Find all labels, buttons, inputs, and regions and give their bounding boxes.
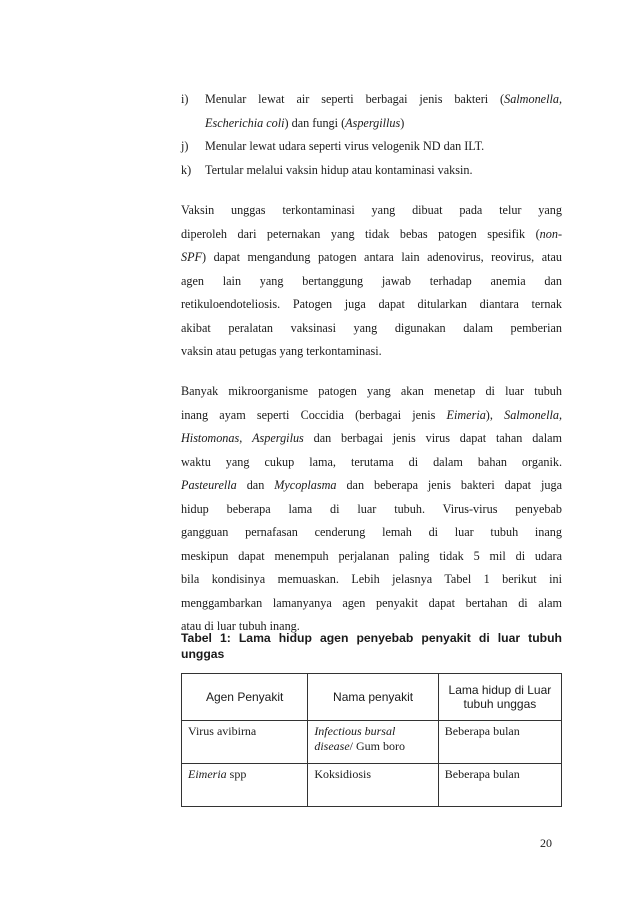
text-line: atau di luar tubuh inang.	[181, 619, 300, 633]
italic-term: Salmonella,	[504, 92, 562, 106]
list-item-line	[181, 135, 562, 159]
list-marker: j)	[181, 139, 189, 153]
table-cell: Virus avibirna	[182, 721, 308, 764]
table-cell: Beberapa bulan	[438, 721, 561, 764]
table-caption-line-1: Tabel 1: Lama hidup agen penyebab penyakit di luar tubuh	[181, 631, 562, 645]
italic-term: Infectious bursal	[314, 724, 396, 738]
italic-term: Aspergilus	[252, 431, 304, 445]
text-line: Banyak mikroorganisme patogen yang akan menetap di luar tubuh	[181, 384, 562, 398]
text-line: SPF) dapat mengandung patogen antara lain adenovirus, reovirus, atau	[181, 250, 562, 264]
table-cell: Infectious bursal disease/ Gum boro	[308, 721, 438, 764]
text-line: Pasteurella dan Mycoplasma dan beberapa jenis bakteri dapat juga	[181, 478, 562, 492]
italic-term: Mycoplasma	[274, 478, 337, 492]
text-line: Vaksin unggas terkontaminasi yang dibuat pada telur yang	[181, 203, 562, 217]
text-line: gangguan pernafasan cenderung lemah di luar tubuh inang	[181, 525, 562, 539]
table-row	[182, 764, 562, 807]
table-caption	[181, 630, 562, 662]
italic-term: Eimeria	[188, 767, 227, 781]
header-survival-time: Lama hidup di Luar tubuh unggas	[438, 674, 561, 721]
text-line: diperoleh dari peternakan yang tidak bebas patogen spesifik (non-	[181, 226, 562, 241]
page-number: 20	[540, 836, 552, 850]
italic-term: Escherichia coli	[205, 115, 285, 130]
text-line: inang ayam seperti Coccidia (berbagai jenis Eimeria), Salmonella,	[181, 407, 562, 422]
text-line: akibat peralatan vaksinasi yang digunakan dalam pemberian	[181, 320, 562, 335]
header-disease-name: Nama penyakit	[308, 674, 438, 721]
list-marker: i)	[181, 92, 189, 106]
text-line: agen lain yang bertanggung jawab terhadap anemia dan	[181, 273, 562, 288]
list-item-text: Tertular melalui vaksin hidup atau kontaminasi vaksin.	[205, 162, 473, 177]
text-line: bila kondisinya memuaskan. Lebih jelasnya Tabel 1 berikut ini	[181, 572, 562, 586]
italic-term: SPF	[181, 250, 202, 264]
table-row	[182, 721, 562, 764]
list-marker: k)	[181, 162, 192, 177]
text-line: Histomonas, Aspergilus dan berbagai jenis virus dapat tahan dalam	[181, 431, 562, 445]
pathogen-survival-table	[181, 673, 562, 807]
list-item-line	[181, 159, 562, 183]
paragraph-pathogen-survival	[181, 380, 562, 639]
italic-term: non-	[539, 226, 562, 241]
text-line: hidup beberapa lama di luar tubuh. Virus-virus penyebab	[181, 501, 562, 516]
italic-term: Pasteurella	[181, 478, 237, 492]
italic-term: Histomonas	[181, 431, 240, 445]
italic-term: Aspergillus	[345, 115, 401, 130]
text-line: menggambarkan lamanyanya agen penyakit dapat bertahan di alam	[181, 595, 562, 610]
list-item-line	[181, 88, 562, 112]
table-cell: Beberapa bulan	[438, 764, 561, 807]
table-header-row	[182, 674, 562, 721]
list-item-text: Escherichia coli) dan fungi (Aspergillus)	[205, 115, 405, 130]
text-line: waktu yang cukup lama, terutama di dalam bahan organik.	[181, 454, 562, 469]
text-line: meskipun dapat menempuh perjalanan paling tidak 5 mil di udara	[181, 548, 562, 563]
list-item-line	[181, 112, 562, 136]
text-line: vaksin atau petugas yang terkontaminasi.	[181, 344, 382, 358]
header-agent: Agen Penyakit	[182, 674, 308, 721]
table-cell: Koksidiosis	[308, 764, 438, 807]
italic-term: Eimeria	[446, 407, 486, 422]
list-item-text: Menular lewat udara seperti virus velogenik ND dan ILT.	[205, 139, 485, 153]
list-marker	[181, 112, 205, 136]
transmission-list	[181, 88, 562, 182]
table-cell: Eimeria spp	[182, 764, 308, 807]
text-line: retikuloendoteliosis. Patogen juga dapat ditularkan diantara ternak	[181, 297, 562, 311]
table-caption-line-2: unggas	[181, 647, 225, 661]
italic-term: Salmonella,	[504, 407, 562, 422]
paragraph-vaccine-contamination	[181, 199, 562, 364]
italic-term: disease	[314, 739, 350, 753]
list-item-text: Menular lewat air seperti berbagai jenis bakteri (Salmonella,	[205, 92, 562, 106]
